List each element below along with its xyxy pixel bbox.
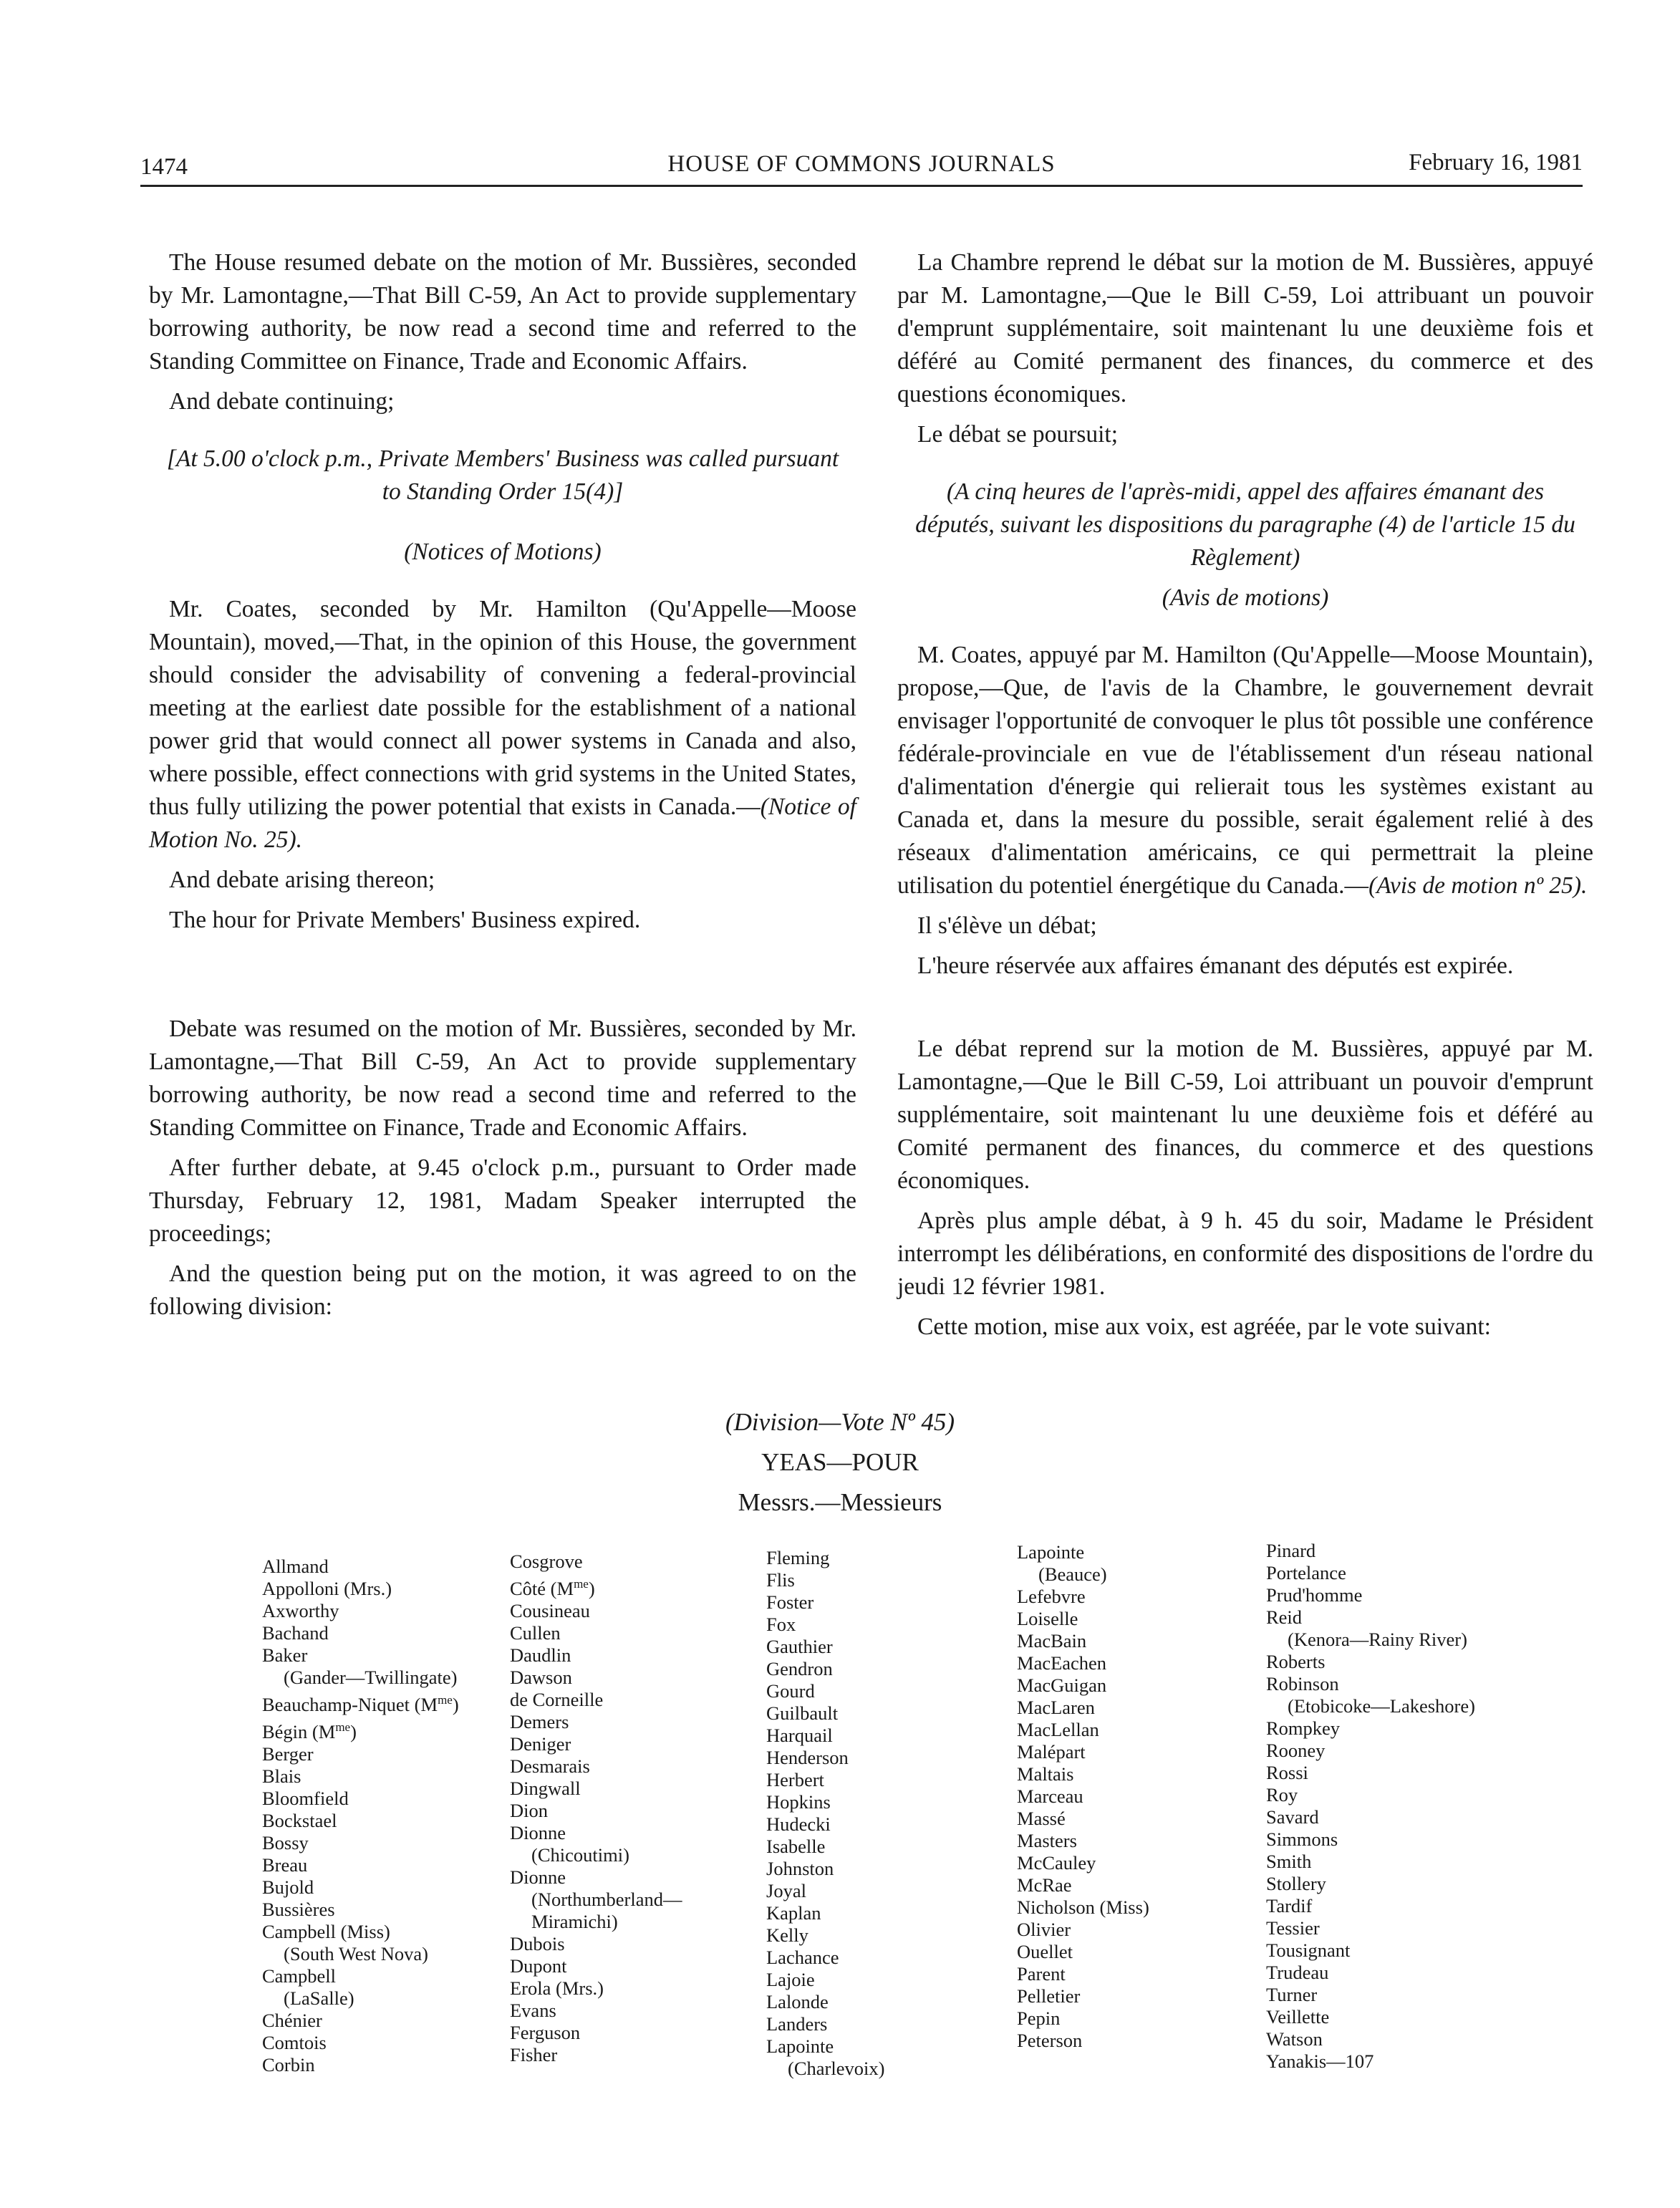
member-name: (Kenora—Rainy River) — [1288, 1629, 1467, 1650]
member-name: Gendron — [766, 1658, 833, 1679]
page-header — [140, 140, 1583, 187]
member-name: Berger — [262, 1742, 314, 1765]
member-name: Corbin — [262, 2053, 315, 2076]
member-name: Dawson — [510, 1666, 572, 1688]
coates-motion-paragraph — [149, 593, 856, 857]
member-name: Beauchamp-Niquet $(M^{me})$ — [262, 1693, 459, 1715]
member-name: Lachance — [766, 1947, 839, 1968]
member-name: Erola (Mrs.) — [510, 1977, 604, 1999]
member-name: Reid — [1266, 1606, 1303, 1628]
member-name: (Beauce) — [1038, 1563, 1107, 1585]
member-name: Parent — [1017, 1963, 1066, 1985]
member-name: de Corneille — [510, 1688, 604, 1710]
member-name: Pepin — [1017, 2007, 1061, 2029]
member-name: MacLaren — [1017, 1697, 1095, 1718]
yeas-column-5 — [1266, 1540, 1475, 2073]
member-name: Bockstael — [262, 1809, 337, 1831]
member-name: Herbert — [766, 1769, 824, 1790]
further-debate-paragraph: After further debate, at 9.45 o'clock p.m., pursuant to Order made Thursday, February 12, 1981, Madam Speaker interrupted the proceedings; — [149, 1154, 856, 1247]
member-name: Comtois — [262, 2031, 327, 2053]
debate-continuing: And debate continuing; — [169, 388, 395, 415]
member-name: Lajoie — [766, 1969, 815, 1990]
member-name: Bussières — [262, 1898, 335, 1920]
member-name: Trudeau — [1266, 1962, 1329, 1983]
member-name: Cosgrove — [510, 1551, 583, 1572]
coates-motion-text: Mr. Coates, seconded by Mr. Hamilton (Qu'Appelle—Moose Mountain), moved,—That, in the opinion of this House, the government should consider the advisability of convening a federal-provincial meeting at the earliest date possible for the establishment of a national power grid that would connect all power systems in Canada and also, where possible, effect connections with grid systems in the United States, thus fully utilizing the power potential that exists in Canada.— — [149, 596, 856, 820]
member-name: Dubois — [510, 1932, 565, 1954]
member-name: Appolloni (Mrs.) — [262, 1578, 392, 1599]
member-name: Miramichi) — [531, 1910, 618, 1932]
member-name: Joyal — [766, 1880, 806, 1901]
private-members-notice: [At 5.00 o'clock p.m., Private Members' Business was called pursuant to Standing Order 15(4)] — [166, 445, 839, 505]
member-name: Gauthier — [766, 1636, 833, 1657]
member-name: Peterson — [1017, 2030, 1083, 2051]
further-debate-paragraph-fr: Après plus ample débat, à 9 h. 45 du soir, Madame le Président interrompt les délibérations, en conformité des dispositions de l'ordre du jeudi 12 février 1981. — [897, 1207, 1593, 1300]
member-name: Hudecki — [766, 1813, 831, 1835]
member-name: Henderson — [766, 1747, 849, 1768]
member-name: Foster — [766, 1591, 814, 1613]
member-name: Kelly — [766, 1924, 808, 1946]
member-name: Harquail — [766, 1725, 833, 1746]
member-name: Flis — [766, 1569, 795, 1591]
member-name: Fox — [766, 1614, 796, 1635]
member-name: Ouellet — [1017, 1941, 1073, 1962]
member-name: Loiselle — [1017, 1608, 1078, 1629]
member-name: Tardif — [1266, 1895, 1313, 1917]
member-name: Kaplan — [766, 1902, 821, 1924]
member-name: Gourd — [766, 1680, 815, 1702]
member-name: Fleming — [766, 1547, 830, 1568]
member-name: (Etobicoke—Lakeshore) — [1288, 1695, 1475, 1717]
member-name: Massé — [1017, 1808, 1066, 1829]
member-name: Marceau — [1017, 1785, 1083, 1807]
coates-motion-ref-fr: (Avis de motion nº 25). — [1368, 872, 1588, 899]
hour-expired: The hour for Private Members' Business expired. — [169, 907, 641, 933]
member-name: Bégin $(M^{me})$ — [262, 1720, 357, 1742]
member-name: MacBain — [1017, 1630, 1087, 1652]
member-name: Cullen — [510, 1621, 561, 1644]
debate-arising-fr: Il s'élève un débat; — [917, 912, 1097, 939]
member-name: Dionne — [510, 1821, 566, 1843]
hour-expired-fr: L'heure réservée aux affaires émanant des députés est expirée. — [917, 953, 1514, 979]
notices-heading: (Notices of Motions) — [404, 539, 602, 565]
member-name: Fisher — [510, 2043, 558, 2065]
member-name: Campbell — [262, 1964, 337, 1987]
member-name: (Northumberland— — [531, 1888, 682, 1910]
member-name: Ferguson — [510, 2021, 581, 2043]
vote-title: (Division—Vote Nº 45) — [725, 1408, 955, 1436]
notices-heading-fr: (Avis de motions) — [1162, 584, 1329, 611]
member-name: Prud'homme — [1266, 1584, 1363, 1606]
member-name: Deniger — [510, 1732, 571, 1755]
member-name: (Chicoutimi) — [531, 1843, 629, 1866]
question-put-paragraph: And the question being put on the motion, it was agreed to on the following division: — [149, 1260, 856, 1320]
member-name: Maltais — [1017, 1763, 1074, 1785]
resumed-debate-paragraph: The House resumed debate on the motion of Mr. Bussières, seconded by Mr. Lamontagne,—That Bill C-59, An Act to provide supplementary borrowing authority, be now read a second time and referred to the Standing Committee on Finance, Trade and Economic Affairs. — [149, 249, 856, 375]
division-heading — [0, 1402, 1680, 1523]
member-name: (Charlevoix) — [788, 2058, 885, 2079]
member-name: Bossy — [262, 1831, 309, 1853]
member-name: Nicholson (Miss) — [1017, 1896, 1149, 1918]
debate-continuing-fr: Le débat se poursuit; — [917, 421, 1119, 448]
member-name: Tousignant — [1266, 1939, 1351, 1961]
member-name: Blais — [262, 1765, 301, 1787]
debate-arising: And debate arising thereon; — [169, 867, 435, 893]
coates-motion-paragraph-fr — [897, 639, 1593, 902]
member-name: McRae — [1017, 1874, 1072, 1896]
resumed-debate-paragraph-fr: La Chambre reprend le débat sur la motion de M. Bussières, appuyé par M. Lamontagne,—Que le Bill C-59, Loi attribuant un pouvoir d'emprunt supplémentaire, soit maintenant lu une deuxième fois et déféré au Comité permanent des finances, du commerce et des questions économiques. — [897, 249, 1593, 408]
yeas-column-2 — [510, 1551, 682, 2066]
member-name: Evans — [510, 1999, 556, 2021]
member-name: Dupont — [510, 1954, 567, 1977]
debate-resumed-paragraph: Debate was resumed on the motion of Mr. Bussières, seconded by Mr. Lamontagne,—That Bill C-59, An Act to provide supplementary borrowing authority, be now read a second time and referred to the Standing Committee on Finance, Trade and Economic Affairs. — [149, 1016, 856, 1141]
member-name: Landers — [766, 2013, 828, 2035]
member-name: Isabelle — [766, 1836, 826, 1857]
member-name: Rooney — [1266, 1740, 1326, 1761]
member-name: Masters — [1017, 1830, 1077, 1851]
member-name: Desmarais — [510, 1755, 590, 1777]
member-name: Côté $(M^{me})$ — [510, 1577, 595, 1599]
member-name: (Gander—Twillingate) — [284, 1667, 458, 1688]
member-name: MacLellan — [1017, 1719, 1099, 1740]
member-name: MacGuigan — [1017, 1674, 1107, 1696]
member-name: Savard — [1266, 1806, 1319, 1828]
member-name: Breau — [262, 1853, 308, 1876]
private-members-notice-fr: (A cinq heures de l'après-midi, appel des affaires émanant des députés, suivant les dispositions du paragraphe (4) de l'article 15 du Règlement) — [915, 478, 1575, 571]
yeas-column-4 — [1017, 1541, 1149, 2052]
member-name: MacEachen — [1017, 1652, 1107, 1674]
member-name: Axworthy — [262, 1600, 339, 1621]
member-name: Dingwall — [510, 1777, 581, 1799]
debate-resumed-paragraph-fr: Le débat reprend sur la motion de M. Bussières, appuyé par M. Lamontagne,—Que le Bill C-59, Loi attribuant un pouvoir d'emprunt supplémentaire, soit maintenant lu une deuxième fois et déféré au Comité permanent des finances, du commerce et des questions économiques. — [897, 1036, 1593, 1194]
member-name: Roberts — [1266, 1651, 1326, 1672]
member-name: Tessier — [1266, 1917, 1320, 1939]
journal-title: HOUSE OF COMMONS JOURNALS — [667, 151, 1056, 177]
member-name: Campbell (Miss) — [262, 1920, 390, 1942]
member-name: Robinson — [1266, 1673, 1339, 1694]
member-name: Olivier — [1017, 1919, 1071, 1940]
page-date: February 16, 1981 — [1409, 150, 1583, 175]
member-name: Smith — [1266, 1851, 1312, 1872]
messrs-heading: Messrs.—Messieurs — [738, 1488, 942, 1516]
member-name: Daudlin — [510, 1644, 571, 1666]
yeas-column-3 — [766, 1547, 884, 2080]
member-name: Simmons — [1266, 1828, 1338, 1850]
member-name: Hopkins — [766, 1791, 831, 1813]
page-number: 1474 — [140, 154, 188, 180]
member-name: Portelance — [1266, 1562, 1346, 1583]
member-name: Stollery — [1266, 1873, 1326, 1894]
member-name: Cousineau — [510, 1599, 590, 1621]
member-name: Dionne — [510, 1866, 566, 1888]
member-name: Dion — [510, 1799, 548, 1821]
member-name: Malépart — [1017, 1741, 1086, 1763]
coates-motion-ref: (Notice of Motion No. 25). — [149, 794, 856, 853]
member-name: Baker — [262, 1644, 308, 1666]
member-name: Allmand — [262, 1556, 329, 1577]
member-name: Lapointe — [766, 2035, 834, 2057]
member-name: Pelletier — [1017, 1985, 1081, 2007]
member-name: Demers — [510, 1710, 569, 1732]
member-name: Lalonde — [766, 1991, 829, 2012]
member-name: Bachand — [262, 1622, 329, 1644]
yeas-heading: YEAS—POUR — [761, 1448, 919, 1476]
french-column — [897, 246, 1593, 1351]
member-name: Bloomfield — [262, 1787, 349, 1809]
member-name: Rompkey — [1266, 1717, 1341, 1739]
member-name: Lapointe — [1017, 1541, 1085, 1563]
member-name: (South West Nova) — [284, 1942, 428, 1964]
member-name: Roy — [1266, 1784, 1298, 1806]
member-name: Bujold — [262, 1876, 314, 1898]
member-name: Guilbault — [766, 1702, 839, 1724]
member-name: Johnston — [766, 1858, 834, 1879]
member-name: (LaSalle) — [284, 1987, 354, 2009]
member-name: Yanakis—107 — [1266, 2050, 1374, 2072]
member-name: Veillette — [1266, 2006, 1330, 2028]
member-name: McCauley — [1017, 1852, 1096, 1874]
member-name: Rossi — [1266, 1762, 1308, 1783]
question-put-paragraph-fr: Cette motion, mise aux voix, est agréée, par le vote suivant: — [917, 1313, 1491, 1340]
yeas-column-1 — [262, 1556, 459, 2076]
member-name: Chénier — [262, 2009, 322, 2031]
coates-motion-text-fr: M. Coates, appuyé par M. Hamilton (Qu'Appelle—Moose Mountain), propose,—Que, de l'avis de la Chambre, le gouvernement devrait envisager l'opportunité de convoquer le plus tôt possible une conférence fédérale-provinciale en vue de l'établissement d'un réseau national d'alimentation d'énergie qui relierait tous les systèmes existant au Canada et, dans la mesure du possible, serait également relié à des réseaux d'alimentation américains, ce qui permettrait la pleine utilisation du potentiel énergétique du Canada.— — [897, 642, 1593, 899]
member-name: Watson — [1266, 2028, 1323, 2050]
member-name: Turner — [1266, 1984, 1318, 2005]
english-column — [149, 246, 856, 1331]
member-name: Lefebvre — [1017, 1586, 1086, 1607]
member-name: Pinard — [1266, 1540, 1316, 1561]
